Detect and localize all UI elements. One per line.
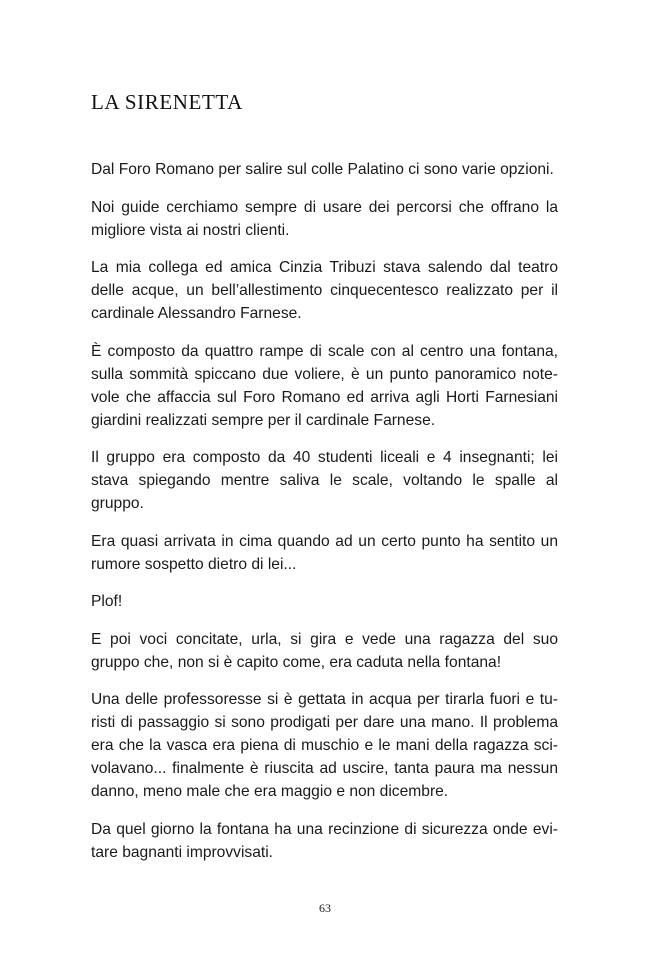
chapter-title: LA SIRENETTA — [91, 90, 243, 114]
paragraph: Era quasi arrivata in cima quando ad un certo punto ha sentito un rumore sospetto dietro di lei... — [91, 532, 558, 573]
paragraph: Plof! — [91, 593, 123, 610]
paragraph: Da quel giorno la fontana ha una recinzione di sicurezza onde evitare bagnanti improvvisati. — [91, 820, 558, 861]
paragraph: La mia collega ed amica Cinzia Tribuzi stava salendo dal teatro delle acque, un bell’allestimento cinquecentesco realizzato per il cardinale Alessandro Farnese. — [91, 259, 558, 322]
paragraph: E poi voci concitate, urla, si gira e vede una ragazza del suo gruppo che, non si è capito come, era caduta nella fontana! — [91, 630, 558, 671]
paragraph: Una delle professoresse si è gettata in acqua per tirarla fuori e turisti di passaggio si sono prodigati per dare una mano. Il problema era che la vasca era piena di muschio e le mani della ragazza scivolavano... finalmente è riuscita ad uscire, tanta paura ma nessun danno, meno male che era maggio e non dicembre. — [91, 691, 558, 800]
chapter-body — [91, 158, 558, 878]
page-number: 63 — [319, 901, 331, 915]
paragraph: Noi guide cerchiamo sempre di usare dei percorsi che offrano la migliore vista ai nostri clienti. — [91, 198, 558, 239]
paragraph: È composto da quattro rampe di scale con al centro una fontana, sulla sommità spiccano due voliere, è un punto panoramico notevole che affaccia sul Foro Romano ed arriva agli Horti Farnesiani giardini realizzati sempre per il cardinale Farnese. — [91, 342, 558, 429]
paragraph: Dal Foro Romano per salire sul colle Palatino ci sono varie opzioni. — [91, 161, 554, 178]
paragraph: Il gruppo era composto da 40 studenti liceali e 4 insegnanti; lei stava spiegando mentre saliva le scale, voltando le spalle al gruppo. — [91, 449, 558, 512]
